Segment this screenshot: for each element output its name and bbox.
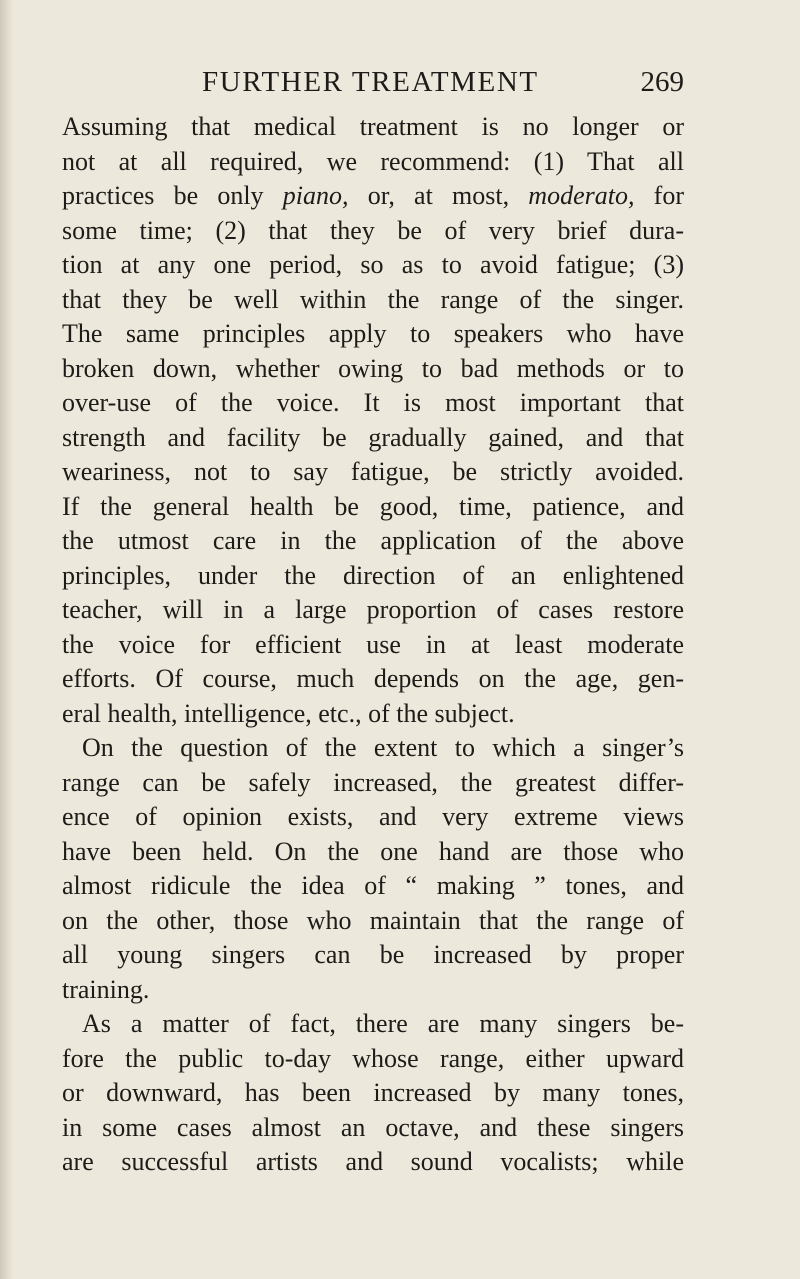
paragraph-3 (62, 1007, 684, 1180)
text-line: Assuming that medical treatment is no longer or (62, 112, 684, 141)
chapter-title: FURTHER TREATMENT (202, 66, 539, 98)
text-line: principles, under the direction of an enlightened (62, 560, 684, 590)
page-binding-edge (0, 0, 14, 1279)
text-line: strength and facility be gradually gained, and that (62, 422, 684, 452)
text-line: range can be safely increased, the greatest differ- (62, 767, 684, 797)
text-line: As a matter of fact, there are many singers be- (82, 1009, 684, 1038)
text-line: almost ridicule the idea of “ making ” tones, and (62, 871, 684, 900)
text-line: not at all required, we recommend: (1) That all (62, 146, 684, 176)
text-line: broken down, whether owing to bad methods or to (62, 353, 684, 383)
text-line: in some cases almost an octave, and these singers (62, 1112, 684, 1142)
text-segment: for (634, 181, 684, 210)
text-line: on the other, those who maintain that the range of (62, 905, 684, 935)
text-line: weariness, not to say fatigue, be strictly avoided. (62, 457, 684, 486)
page-number: 269 (640, 66, 684, 98)
text-line: over-use of the voice. It is most important that (62, 388, 684, 417)
text-line: or downward, has been increased by many tones, (62, 1078, 684, 1107)
text-line: eral health, intelligence, etc., of the subject. (62, 698, 515, 728)
running-header (62, 62, 684, 102)
text-line: fore the public to-day whose range, either upward (62, 1043, 684, 1073)
text-line: teacher, will in a large proportion of cases restore (62, 595, 684, 624)
paragraph-1 (62, 110, 684, 731)
text-line: On the question of the extent to which a singer’s (82, 733, 684, 762)
text-line: efforts. Of course, much depends on the age, gen- (62, 664, 684, 693)
text-line: If the general health be good, time, patience, and (62, 491, 684, 521)
text-line: The same principles apply to speakers who have (62, 319, 684, 348)
text-segment: or, at most, (348, 181, 529, 210)
text-segment: practices be only (62, 181, 283, 210)
italic-term-piano: piano, (282, 181, 349, 210)
text-line: ence of opinion exists, and very extreme views (62, 802, 684, 831)
text-line: training. (62, 974, 150, 1004)
text-line: all young singers can be increased by proper (62, 940, 684, 969)
text-line: some time; (2) that they be of very brief dura- (62, 215, 684, 245)
italic-term-moderato: moderato, (528, 181, 635, 210)
text-line: tion at any one period, so as to avoid fatigue; (3) (62, 250, 684, 279)
text-line (62, 179, 684, 214)
text-line: are successful artists and sound vocalists; while (62, 1147, 684, 1176)
text-line: the utmost care in the application of the above (62, 526, 684, 555)
body-text (62, 110, 684, 1180)
text-line: that they be well within the range of the singer. (62, 284, 684, 314)
text-line: have been held. On the one hand are those who (62, 836, 684, 866)
paragraph-2 (62, 731, 684, 1007)
text-line: the voice for efficient use in at least moderate (62, 629, 684, 659)
